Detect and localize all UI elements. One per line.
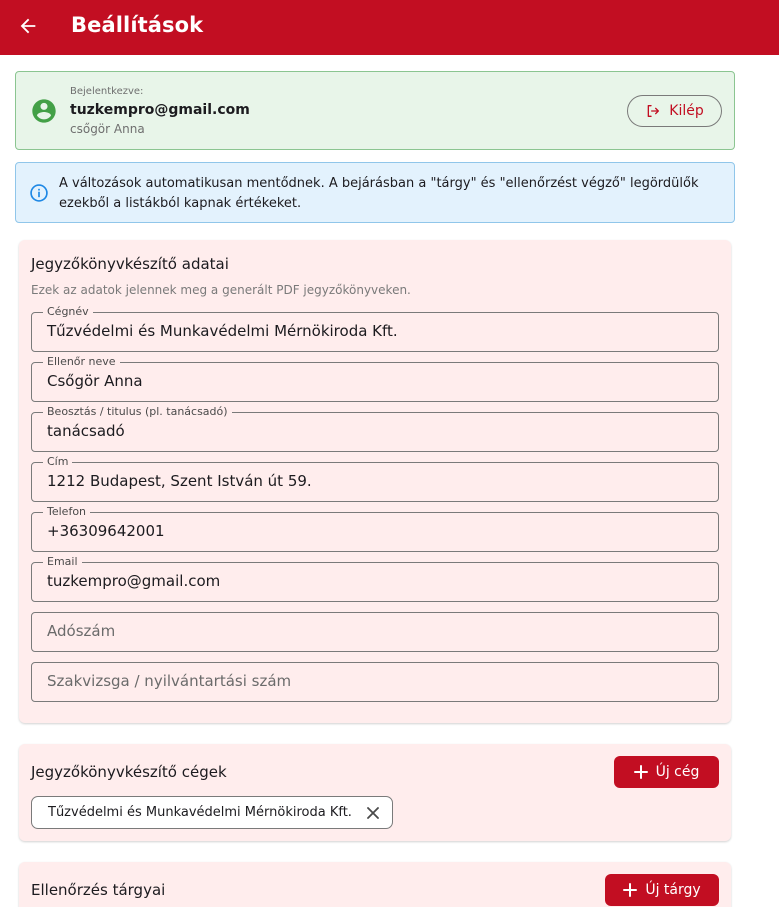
inspector-name-value: Csőgör Anna xyxy=(47,372,143,390)
info-text: A változások automatikusan mentődnek. A bejárásban a "tárgy" és "ellenőrzést végző" legördülők ezekből a listákból kapnak értékeket. xyxy=(59,176,699,211)
inspector-name-field[interactable] xyxy=(31,355,719,402)
company-chip-label: Tűzvédelmi és Munkavédelmi Mérnökiroda Kft. xyxy=(48,805,352,820)
add-subject-label: Új tárgy xyxy=(645,882,701,898)
tax-number-field[interactable] xyxy=(31,612,719,652)
address-field[interactable] xyxy=(31,455,719,502)
inspector-name-label: Ellenőr neve xyxy=(43,355,120,369)
top-app-bar xyxy=(0,0,779,55)
info-icon xyxy=(29,183,49,203)
phone-label: Telefon xyxy=(43,505,90,519)
logout-button[interactable] xyxy=(627,95,722,127)
company-name-value: Tűzvédelmi és Munkavédelmi Mérnökiroda Kft. xyxy=(47,322,398,340)
close-icon[interactable] xyxy=(366,806,380,820)
account-circle-icon xyxy=(30,97,58,125)
companies-section xyxy=(19,744,731,841)
email-label: Email xyxy=(43,555,82,569)
position-field[interactable] xyxy=(31,405,719,452)
profile-section xyxy=(19,240,731,723)
add-company-button[interactable] xyxy=(614,756,719,788)
phone-field[interactable] xyxy=(31,505,719,552)
license-number-field[interactable] xyxy=(31,662,719,702)
company-chip[interactable] xyxy=(31,796,393,829)
company-name-label: Cégnév xyxy=(43,305,93,319)
page-title: Beállítások xyxy=(71,13,204,37)
add-subject-button[interactable] xyxy=(605,874,719,906)
login-card xyxy=(15,71,735,150)
email-field[interactable] xyxy=(31,555,719,602)
profile-section-title: Jegyzőkönyvkészítő adatai xyxy=(31,255,229,273)
phone-value: +36309642001 xyxy=(47,522,165,540)
profile-section-subtitle: Ezek az adatok jelennek meg a generált PDF jegyzőkönyveken. xyxy=(31,283,411,297)
back-button[interactable] xyxy=(14,12,42,40)
email-value: tuzkempro@gmail.com xyxy=(47,572,221,590)
logout-icon xyxy=(645,103,661,119)
address-value: 1212 Budapest, Szent István út 59. xyxy=(47,472,312,490)
position-label: Beosztás / titulus (pl. tanácsadó) xyxy=(43,405,232,419)
subjects-section xyxy=(19,862,731,907)
logged-in-email: tuzkempro@gmail.com xyxy=(70,102,250,118)
subjects-section-title: Ellenőrzés tárgyai xyxy=(31,881,166,899)
logged-in-label: Bejelentkezve: xyxy=(70,86,144,97)
plus-icon xyxy=(634,765,648,779)
logout-label: Kilép xyxy=(669,103,704,119)
tax-number-placeholder: Adószám xyxy=(47,622,116,640)
companies-section-title: Jegyzőkönyvkészítő cégek xyxy=(31,763,227,781)
logged-in-name: csőgör Anna xyxy=(70,122,145,136)
add-company-label: Új cég xyxy=(655,764,700,780)
position-value: tanácsadó xyxy=(47,422,125,440)
plus-icon xyxy=(623,883,637,897)
arrow-left-icon xyxy=(17,15,39,37)
license-number-placeholder: Szakvizsga / nyilvántartási szám xyxy=(47,672,292,690)
address-label: Cím xyxy=(43,455,72,469)
company-name-field[interactable] xyxy=(31,305,719,352)
info-banner xyxy=(15,162,735,223)
